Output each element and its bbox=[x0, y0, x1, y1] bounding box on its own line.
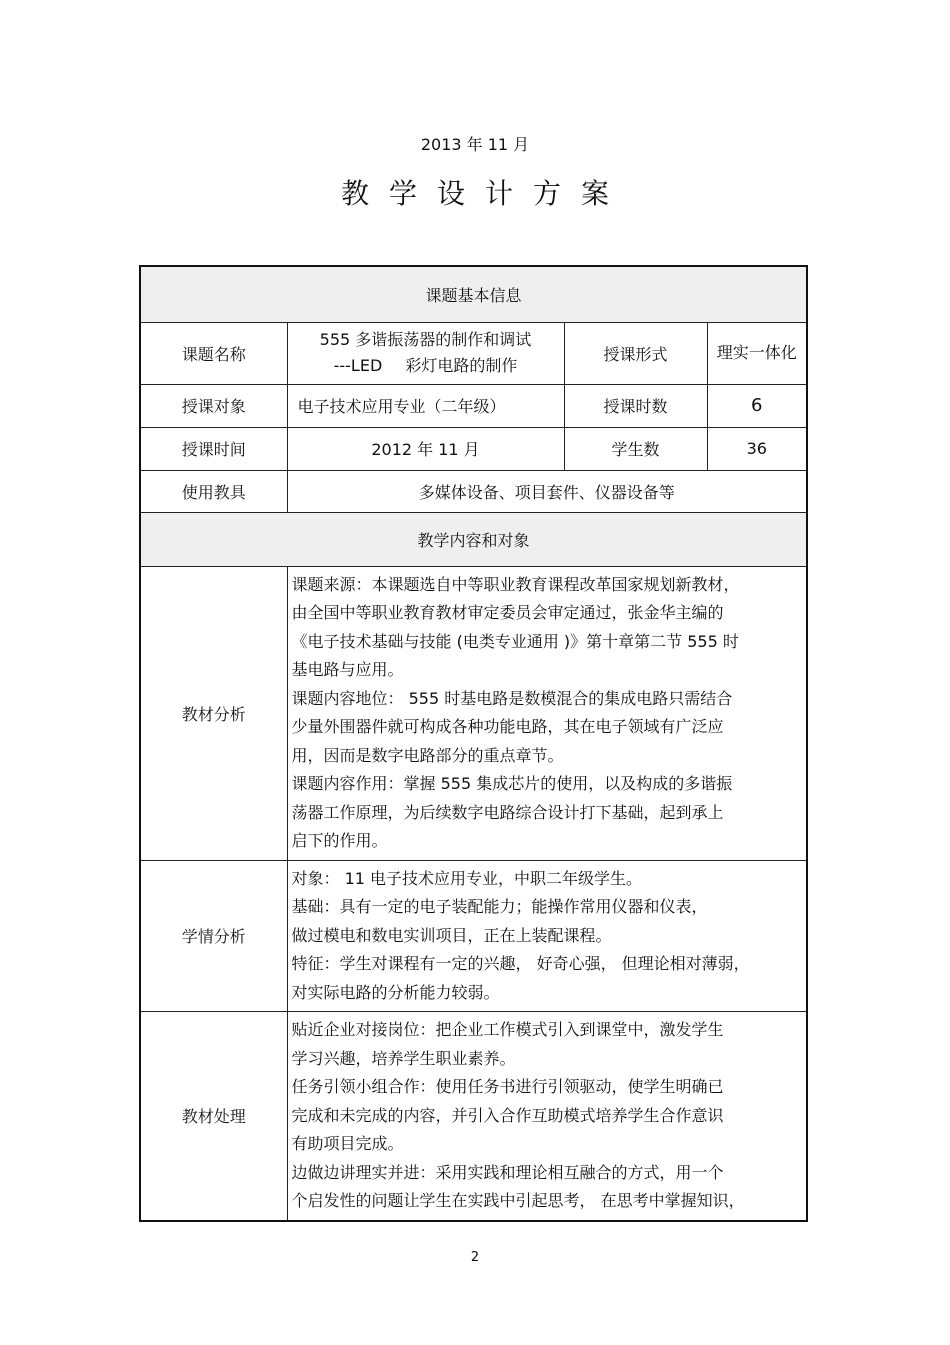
text-line: 任务引领小组合作：使用任务书进行引领驱动，使学生明确已 bbox=[291, 1077, 724, 1096]
material-processing-text bbox=[287, 1012, 807, 1221]
text-line: 完成和未完成的内容，并引入合作互助模式培养学生合作意识 bbox=[291, 1105, 724, 1125]
student-analysis-text bbox=[287, 860, 807, 1012]
text-line: 基础：具有一定的电子装配能力；能操作常用仪器和仪表， bbox=[291, 897, 708, 916]
text-line: 基电路与应用。 bbox=[291, 660, 404, 679]
teaching-form-value: 理实一体化 bbox=[707, 322, 807, 384]
hours-value: 6 bbox=[707, 384, 807, 427]
audience-value: 电子技术应用专业（二年级） bbox=[287, 384, 564, 427]
page-number: 2 bbox=[470, 1250, 480, 1265]
document-date: 2013 年 11 月 bbox=[420, 135, 530, 154]
label-students: 学生数 bbox=[564, 427, 707, 470]
page-title: 教学设计方案 bbox=[340, 177, 629, 210]
label-material-analysis: 教材分析 bbox=[140, 566, 287, 860]
topic-name-value bbox=[287, 322, 564, 384]
text-line: 课题来源：本课题选自中等职业教育课程改革国家规划新教材， bbox=[291, 574, 740, 594]
topic-name-line2: ---LED 彩灯电路的制作 bbox=[333, 356, 518, 375]
text-line: 课题内容地位： 555 时基电路是数模混合的集成电路只需结合 bbox=[291, 688, 733, 708]
text-line: 用，因而是数字电路部分的重点章节。 bbox=[291, 745, 564, 765]
label-topic-name: 课题名称 bbox=[140, 322, 287, 384]
text-line: 少量外围器件就可构成各种功能电路，其在电子领域有广泛应 bbox=[291, 717, 724, 736]
tools-value: 多媒体设备、项目套件、仪器设备等 bbox=[287, 470, 807, 512]
label-student-analysis: 学情分析 bbox=[140, 860, 287, 1012]
label-tools: 使用教具 bbox=[140, 470, 287, 512]
topic-name-line1: 555 多谐振荡器的制作和调试 bbox=[319, 330, 532, 349]
time-value: 2012 年 11 月 bbox=[287, 427, 564, 470]
material-analysis-text bbox=[287, 566, 807, 860]
students-value: 36 bbox=[707, 427, 807, 470]
section-header-basic-info: 课题基本信息 bbox=[140, 266, 807, 322]
label-time: 授课时间 bbox=[140, 427, 287, 470]
label-hours: 授课时数 bbox=[564, 384, 707, 427]
text-line: 由全国中等职业教育教材审定委员会审定通过，张金华主编的 bbox=[291, 603, 724, 622]
text-line: 做过模电和数电实训项目，正在上装配课程。 bbox=[291, 925, 612, 945]
text-line: 学习兴趣，培养学生职业素养。 bbox=[291, 1048, 516, 1068]
text-line: 启下的作用。 bbox=[291, 831, 388, 850]
text-line: 贴近企业对接岗位：把企业工作模式引入到课堂中，激发学生 bbox=[291, 1020, 724, 1039]
label-teaching-form: 授课形式 bbox=[564, 322, 707, 384]
text-line: 有助项目完成。 bbox=[291, 1134, 404, 1153]
label-audience: 授课对象 bbox=[140, 384, 287, 427]
label-material-processing: 教材处理 bbox=[140, 1012, 287, 1221]
text-line: 特征：学生对课程有一定的兴趣， 好奇心强， 但理论相对薄弱， bbox=[291, 954, 750, 973]
text-line: 《电子技术基础与技能 (电类专业通用 )》第十章第二节 555 时 bbox=[291, 631, 739, 651]
text-line: 对实际电路的分析能力较弱。 bbox=[291, 982, 500, 1002]
text-line: 对象： 11 电子技术应用专业，中职二年级学生。 bbox=[291, 868, 643, 888]
text-line: 课题内容作用：掌握 555 集成芯片的使用，以及构成的多谐振 bbox=[291, 774, 733, 793]
text-line: 个启发性的问题让学生在实践中引起思考， 在思考中掌握知识， bbox=[291, 1191, 745, 1210]
text-line: 荡器工作原理，为后续数字电路综合设计打下基础，起到承上 bbox=[291, 802, 724, 822]
text-line: 边做边讲理实并进：采用实践和理论相互融合的方式，用一个 bbox=[291, 1162, 724, 1182]
lesson-plan-table bbox=[139, 265, 808, 1222]
section-header-content: 教学内容和对象 bbox=[140, 512, 807, 566]
